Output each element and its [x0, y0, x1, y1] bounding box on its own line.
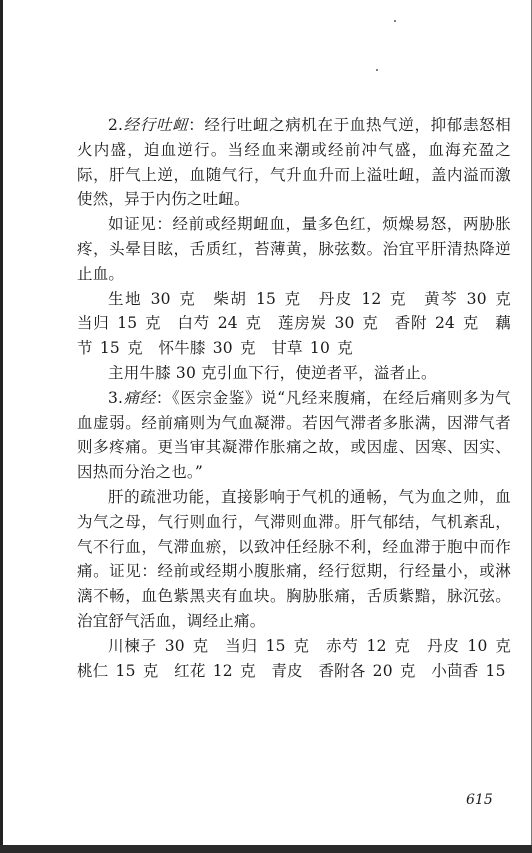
section-3-body: ：《医宗金鉴》说“凡经来腹痛，在经后痛则多为气血虚弱。经前痛则为气血凝滞。若因气滞者多胀满，因滞气者则多疼痛。更当审其凝滞作胀痛之故，或因虚、因寒、因实、因热而分治之也。” [77, 388, 512, 482]
section-2-note: 主用牛膝 30 克引血下行，使逆者平，溢者止。 [108, 363, 437, 382]
page-body [77, 113, 527, 683]
section-2-heading: 经行吐衄 [123, 116, 189, 134]
section-3-number: 3. [108, 388, 124, 407]
section-2-body: ：经行吐衄之病机在于血热气逆，抑郁恚怒相火内盛，迫血逆行。当经血来潮或经前冲气盛，血海充盈之际，肝气上逆，血随气行，气升血升而上溢吐衄，盖内溢而激使然，异于内伤之吐衄。 [77, 116, 511, 209]
scan-speck [394, 20, 396, 22]
section-2-herb-list: 生地 30 克 柴胡 15 克 丹皮 12 克 黄芩 30 克 当归 15 克 白芍 24 克 莲房炭 30 克 香附 24 克 藕节 15 克 怀牛膝 30 克 甘草 10 克 [77, 289, 527, 358]
scan-speck [376, 69, 378, 71]
scan-bottom-edge [0, 845, 532, 853]
section-2-number: 2. [108, 116, 124, 134]
section-2-symptoms: 如证见：经前或经期衄血，量多色红，烦燥易怒，两胁胀疼，头晕目眩，舌质红，苔薄黄，脉弦数。治宜平肝清热降逆止血。 [77, 215, 511, 283]
section-3-paragraph [77, 386, 511, 485]
section-3-herb-list: 川楝子 30 克 当归 15 克 赤芍 12 克 丹皮 10 克 桃仁 15 克 红花 12 克 青皮 香附各 20 克 小茴香 15 [77, 636, 527, 680]
page-number: 615 [466, 792, 493, 808]
section-2-paragraph [77, 113, 511, 212]
section-3-liver-paragraph: 肝的疏泄功能，直接影响于气机的通畅，气为血之帅，血为气之母，气行则血行，气滞则血滞。肝气郁结，气机紊乱，气不行血，气滞血瘀，以致冲任经脉不利，经血滞于胞中而作痛。证见：经前或经期小腹胀痛，经行愆期，行经量小，或淋漓不畅，血色紫黑夹有血块。胸胁胀痛，舌质紫黯，脉沉弦。治宜舒气活血，调经止痛。 [77, 487, 511, 630]
section-3-heading: 痛经 [123, 388, 156, 407]
